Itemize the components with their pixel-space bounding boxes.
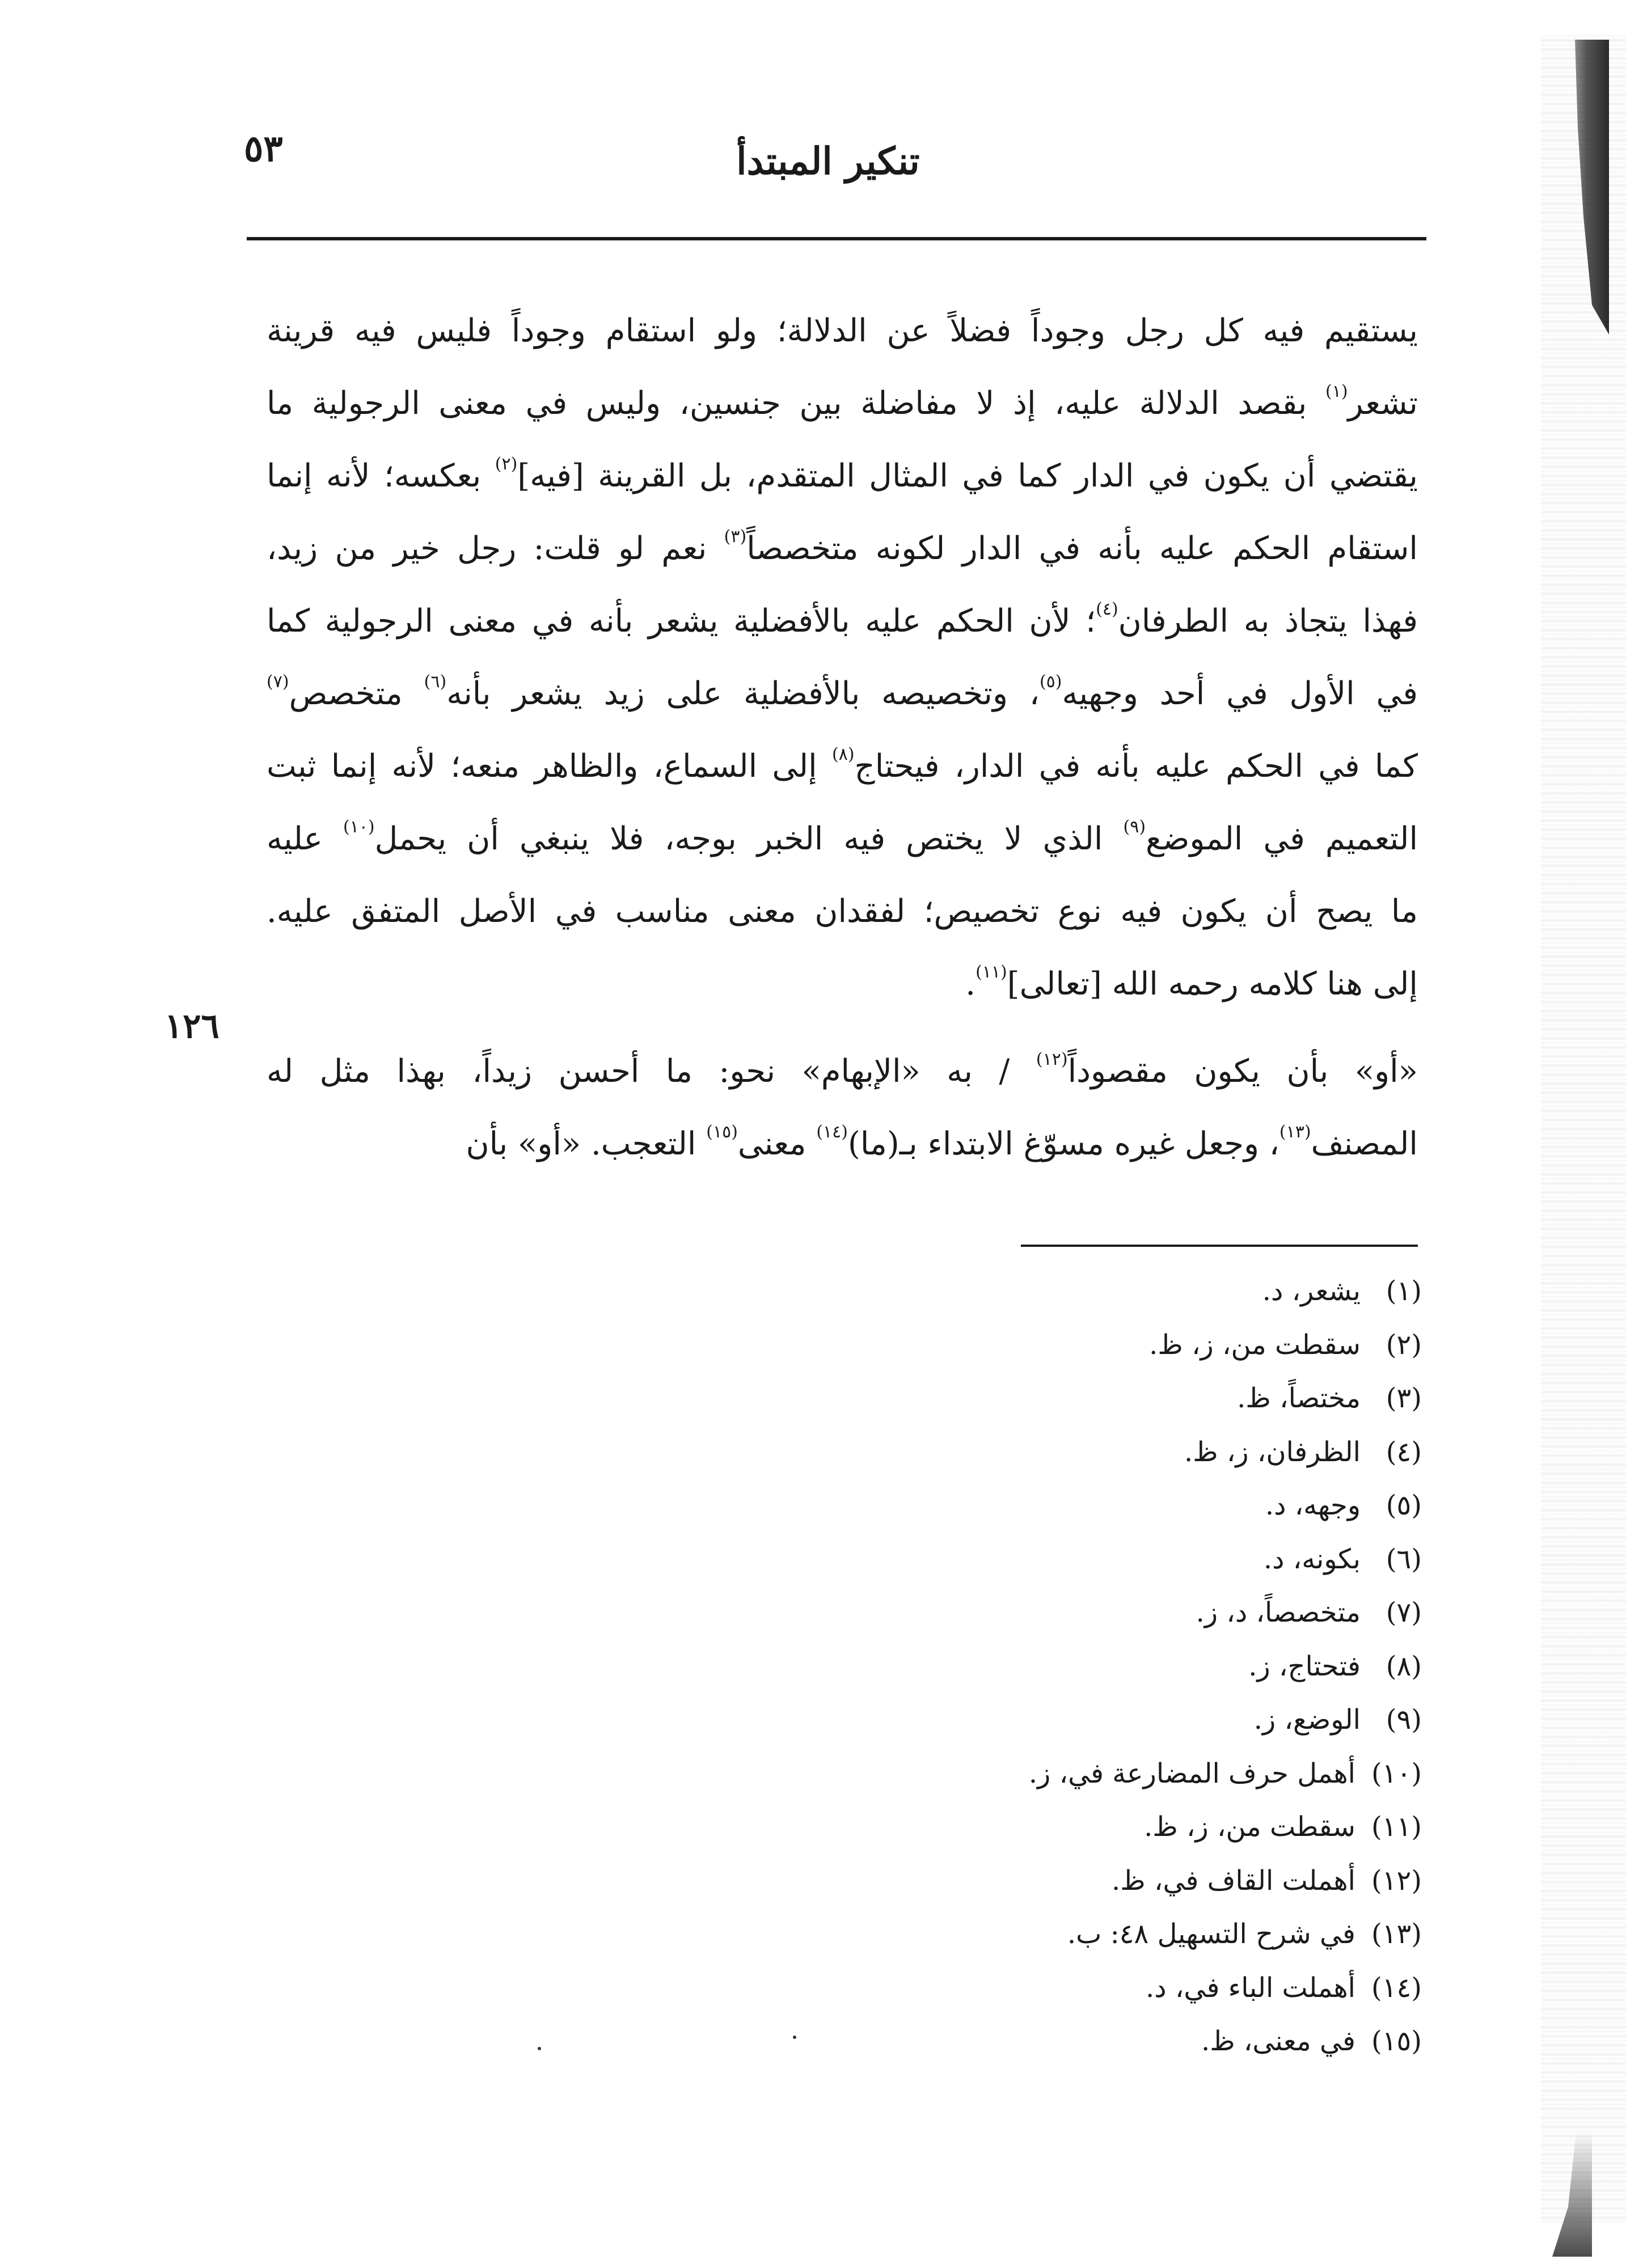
- footnote-text: سقطت من، ز، ظ.: [1149, 1328, 1361, 1361]
- text-line: ما يصح أن يكون فيه نوع تخصيص؛ لفقدان معنى مناسب في الأصل المتفق عليه.: [267, 893, 1418, 930]
- text-line: «أو» بأن يكون مقصوداً$^{(١٢)}$ / به «الإبهام» نحو: ما أحسن زيداً، بهذا مثل له: [267, 1050, 1418, 1090]
- footnote-item: [741, 2015, 1422, 2068]
- running-title: تنكير المبتدأ: [736, 139, 920, 183]
- footnote-number: (٨): [1386, 1650, 1422, 1682]
- footnote-text: يشعر، د.: [1262, 1275, 1361, 1307]
- text-line: التعميم في الموضع$^{(٩)}$ الذي لا يختص فيه الخبر بوجه، فلا ينبغي أن يحمل$^{(١٠)}$ عليه: [267, 817, 1418, 857]
- footnote-item: [741, 1961, 1422, 2015]
- text-line: المصنف$^{(١٣)}$، وجعل غيره مسوّغ الابتداء بـ(ما)$^{(١٤)}$ معنى$^{(١٥)}$ التعجب. «أو» بأن: [466, 1122, 1418, 1162]
- footnote-number: (١٣): [1371, 1918, 1422, 1950]
- footnote-number: (٢): [1386, 1328, 1422, 1361]
- footnote-number: (١١): [1371, 1811, 1422, 1843]
- footnote-number: (١): [1386, 1275, 1422, 1307]
- footnote-number: (٥): [1386, 1490, 1422, 1521]
- footnote-item: [741, 1533, 1422, 1586]
- footnote-item: [741, 1693, 1422, 1747]
- footnote-text: في معنى، ظ.: [1201, 2025, 1355, 2057]
- footnote-item: [741, 1854, 1422, 1908]
- footnote-text: أهملت الباء في، د.: [1146, 1971, 1355, 2004]
- footnote-number: (٧): [1386, 1597, 1422, 1628]
- footnote-item: [741, 1747, 1422, 1801]
- text-line: فهذا يتجاذ به الطرفان$^{(٤)}$؛ لأن الحكم عليه بالأفضلية يشعر بأنه في معنى الرجولية كما: [267, 599, 1418, 640]
- footnote-text: فتحتاج، ز.: [1248, 1650, 1361, 1682]
- footnote-text: وجهه، د.: [1265, 1490, 1361, 1521]
- scan-speck: [538, 2047, 541, 2050]
- footnote-number: (٦): [1386, 1543, 1422, 1575]
- footnote-item: [741, 1372, 1422, 1425]
- text-line: تشعر$^{(١)}$ بقصد الدلالة عليه، إذ لا مفاضلة بين جنسين، وليس في معنى الرجولية ما: [267, 382, 1418, 422]
- footnote-item: [741, 1479, 1422, 1533]
- footnote-item: [741, 1586, 1422, 1640]
- footnote-text: في شرح التسهيل ٤٨: ب.: [1067, 1918, 1355, 1950]
- footnote-text: سقطت من، ز، ظ.: [1144, 1811, 1355, 1843]
- footnote-number: (٣): [1386, 1382, 1422, 1414]
- footnote-number: (١٢): [1371, 1864, 1422, 1897]
- footnote-number: (٩): [1386, 1704, 1422, 1736]
- footnote-number: (١٥): [1371, 2025, 1422, 2057]
- margin-page-reference: ١٢٦: [164, 1006, 219, 1046]
- paragraph-gap: [267, 1021, 1418, 1035]
- text-line: إلى هنا كلامه رحمه الله [تعالى]$^{(١١)}$.: [965, 962, 1418, 1002]
- footnote-text: الظرفان، ز، ظ.: [1184, 1436, 1361, 1468]
- footnote-item: [741, 1640, 1422, 1694]
- text-line: في الأول في أحد وجهيه$^{(٥)}$، وتخصيصه بالأفضلية على زيد يشعر بأنه$^{(٦)}$ متخصص$^{(٧)}$: [267, 672, 1418, 712]
- paragraph-1: [267, 295, 1418, 1021]
- header-rule: [247, 237, 1426, 240]
- text-line: يقتضي أن يكون في الدار كما في المثال المتقدم، بل القرينة [فيه]$^{(٢)}$ بعكسه؛ لأنه إنما: [267, 454, 1418, 494]
- text-line: استقام الحكم عليه بأنه في الدار لكونه متخصصاً$^{(٣)}$ نعم لو قلت: رجل خير من زيد،: [267, 527, 1418, 567]
- footnote-text: الوضع، ز.: [1253, 1704, 1361, 1736]
- footnote-rule: [1021, 1245, 1418, 1247]
- footnote-number: (١٠): [1371, 1757, 1422, 1789]
- footnote-text: متخصصاً، د، ز.: [1196, 1597, 1361, 1628]
- footnote-item: [741, 1264, 1422, 1318]
- footnote-item: [741, 1425, 1422, 1479]
- footnote-text: أهملت القاف في، ظ.: [1112, 1864, 1355, 1897]
- footnotes-list: [741, 1264, 1422, 2068]
- footnote-item: [741, 1907, 1422, 1961]
- scan-speck: [793, 2036, 796, 2039]
- text-line: يستقيم فيه كل رجل وجوداً فضلاً عن الدلالة؛ ولو استقام وجوداً فليس فيه قرينة: [267, 312, 1418, 349]
- footnote-number: (١٤): [1371, 1971, 1422, 2004]
- footnote-text: مختصاً، ظ.: [1237, 1382, 1361, 1414]
- page-number: ٥٣: [244, 128, 283, 170]
- page-edge-shadow: [1541, 34, 1626, 2223]
- text-line: كما في الحكم عليه بأنه في الدار، فيحتاج$^{(٨)}$ إلى السماع، والظاهر منعه؛ لأنه إنما ثبت: [267, 744, 1418, 785]
- footnote-text: بكونه، د.: [1263, 1543, 1361, 1575]
- footnote-text: أهمل حرف المضارعة في، ز.: [1028, 1757, 1355, 1789]
- footnote-number: (٤): [1386, 1436, 1422, 1468]
- footnote-item: [741, 1800, 1422, 1854]
- body-text: [267, 295, 1418, 1180]
- footnote-item: [741, 1318, 1422, 1372]
- paragraph-2: [267, 1035, 1418, 1180]
